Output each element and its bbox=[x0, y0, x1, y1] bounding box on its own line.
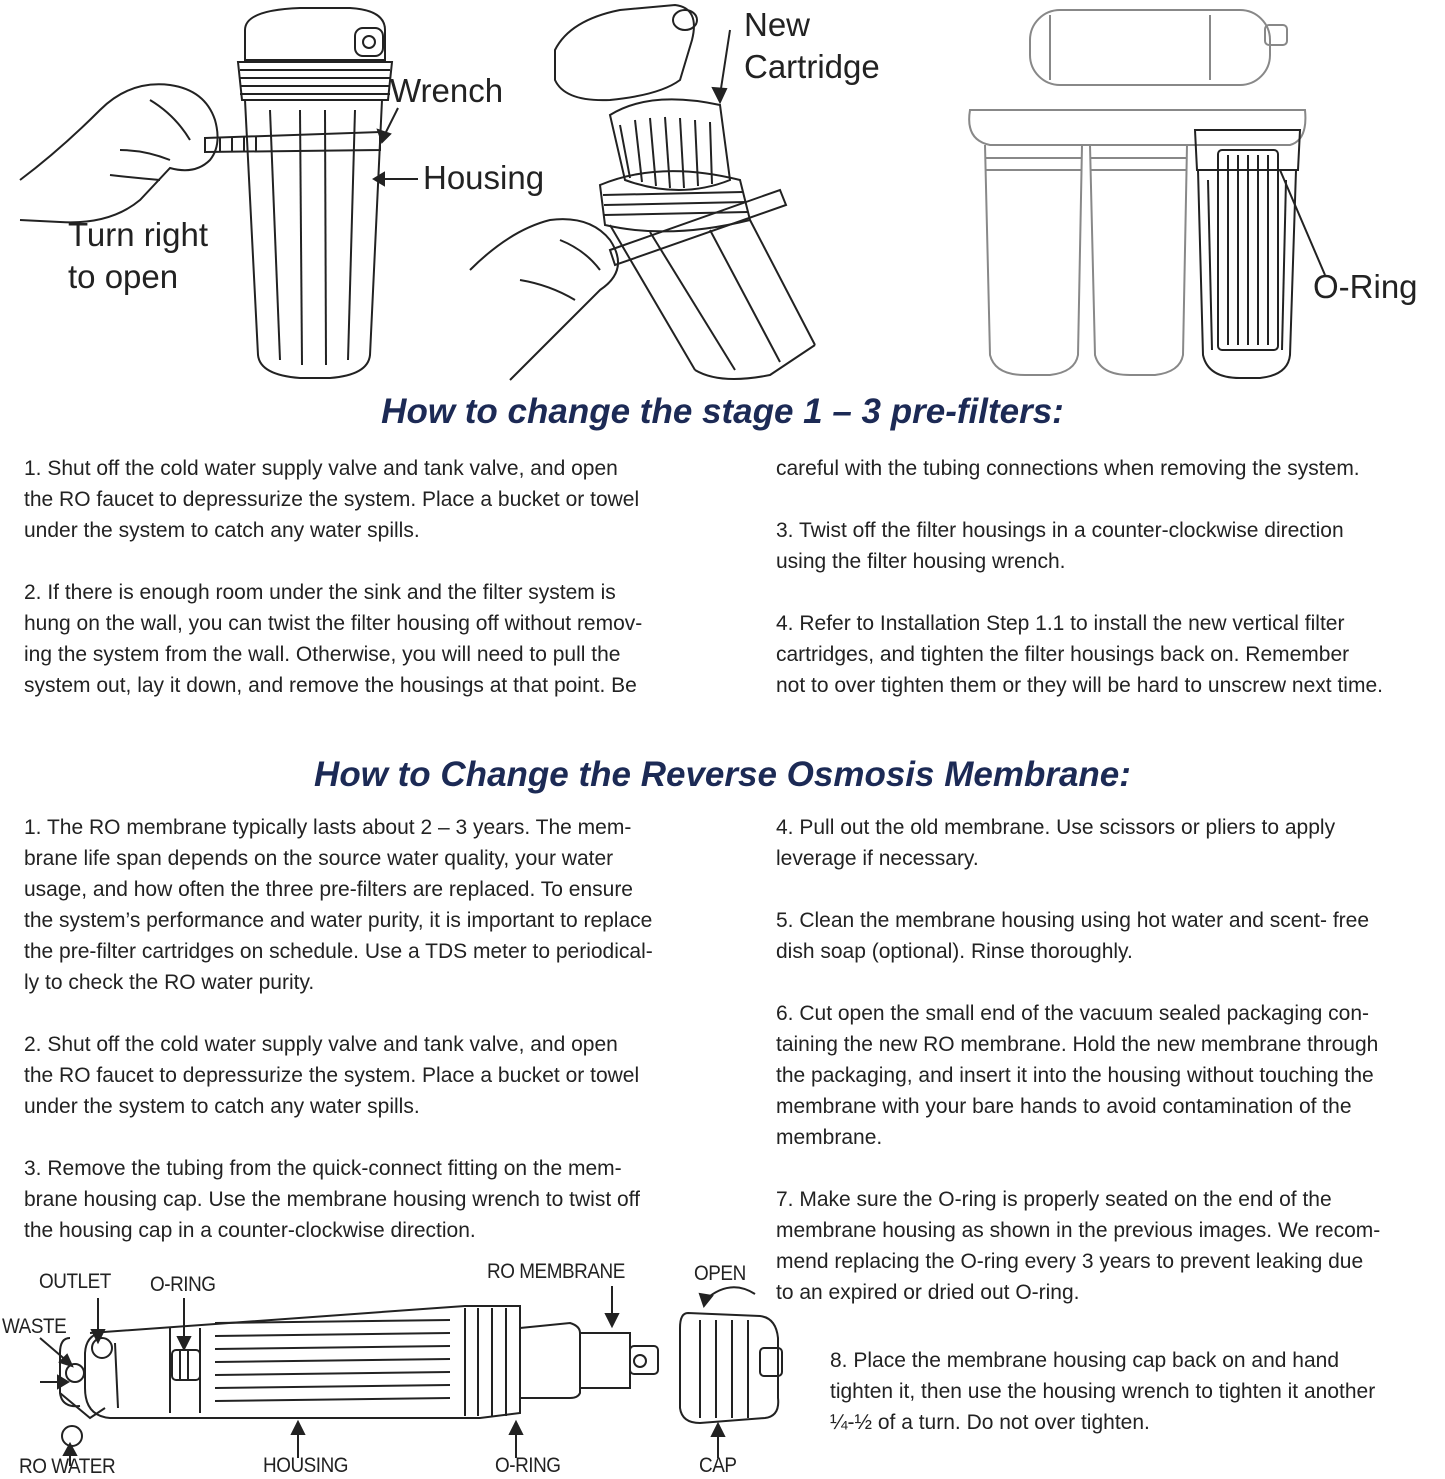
housing-label: Housing bbox=[423, 159, 545, 196]
ro-system-illustration bbox=[960, 0, 1320, 390]
prefilter-steps-right: careful with the tubing connections when removing the system. 3. Twist off the filter housings in a counter-clockwise direction using the filter housing wrench. 4. Refer to Installation Step 1.1 to install the new vertical filter cartridges, and tighten the filter housings back on. Remember not to over tighten them or they will be hard to unscrew next time. bbox=[776, 457, 1383, 697]
ro-water-label: RO WATER bbox=[19, 1455, 116, 1478]
prefilter-steps-left: 1. Shut off the cold water supply valve and tank valve, and open the RO faucet to depressurize the system. Place a bucket or towel under the system to catch any water spills. 2. If there is enough room under the sink and the filter system is hung on the wall, you can twist the filter housing off without remov- ing the system from the wall. Otherwise, you will need to pull the system out, lay it down, and remove the housings at that point. Be bbox=[24, 457, 643, 697]
label-arrows bbox=[370, 100, 430, 180]
membrane-step-8: 8. Place the membrane housing cap back on and hand tighten it, then use the housing wrench to tighten it another ¼-½ of a turn. Do not over tighten. bbox=[830, 1349, 1376, 1434]
membrane-steps-right: 4. Pull out the old membrane. Use scissors or pliers to apply leverage if necessary. 5. Clean the membrane housing using hot water and scent- free dish soap (optional). Rinse thoroughly. 6. Cut open the small end of the vacuum sealed packaging con- taining the new RO membrane. Hold the new membrane through the packaging, and insert it into the housing without touching the membrane with your bare hands to avoid contamination of the membrane. 7. Make sure the O-ring is properly seated on the end of the membrane housing as shown in the previous images. We recom- mend replacing the O-ring every 3 years to prevent leaking due to an expired or dried out O-ring. bbox=[776, 816, 1381, 1304]
wrench-label: Wrench bbox=[390, 72, 504, 109]
o-ring-top-label: O-RING bbox=[150, 1273, 216, 1296]
outlet-label: OUTLET bbox=[39, 1270, 111, 1293]
membrane-steps-left: 1. The RO membrane typically lasts about 2 – 3 years. The mem- brane life span depends on the source water quality, your water usage, and how often the three pre-filters are replaced. To ensure the system’s performance and water purity, it is important to replace the pre-filter cartridges on schedule. Use a TDS meter to periodical- ly to check the RO water purity. 2. Shut off the cold water supply valve and tank valve, and open the RO faucet to depressurize the system. Place a bucket or towel under the system to catch any water spills. 3. Remove the tubing from the quick-connect fitting on the mem- brane housing cap. Use the membrane housing wrench to twist off the housing cap in a counter-clockwise direction. bbox=[24, 816, 653, 1242]
membrane-section-title: How to Change the Reverse Osmosis Membrane: bbox=[314, 755, 1131, 794]
o-ring-label: O-Ring bbox=[1313, 268, 1418, 305]
waste-label: WASTE bbox=[2, 1315, 67, 1338]
ro-membrane-label: RO MEMBRANE bbox=[487, 1260, 625, 1283]
cap-label: CAP bbox=[699, 1454, 737, 1477]
open-label: OPEN bbox=[694, 1262, 746, 1285]
membrane-housing-drawing bbox=[0, 1258, 800, 1478]
housing-bottom-label: HOUSING bbox=[263, 1454, 349, 1477]
new-cartridge-label: New Cartridge bbox=[744, 6, 880, 85]
prefilter-section-title: How to change the stage 1 – 3 pre-filters: bbox=[381, 392, 1064, 431]
turn-right-label: Turn right to open bbox=[68, 216, 208, 295]
o-ring-bottom-label: O-RING bbox=[495, 1454, 561, 1477]
